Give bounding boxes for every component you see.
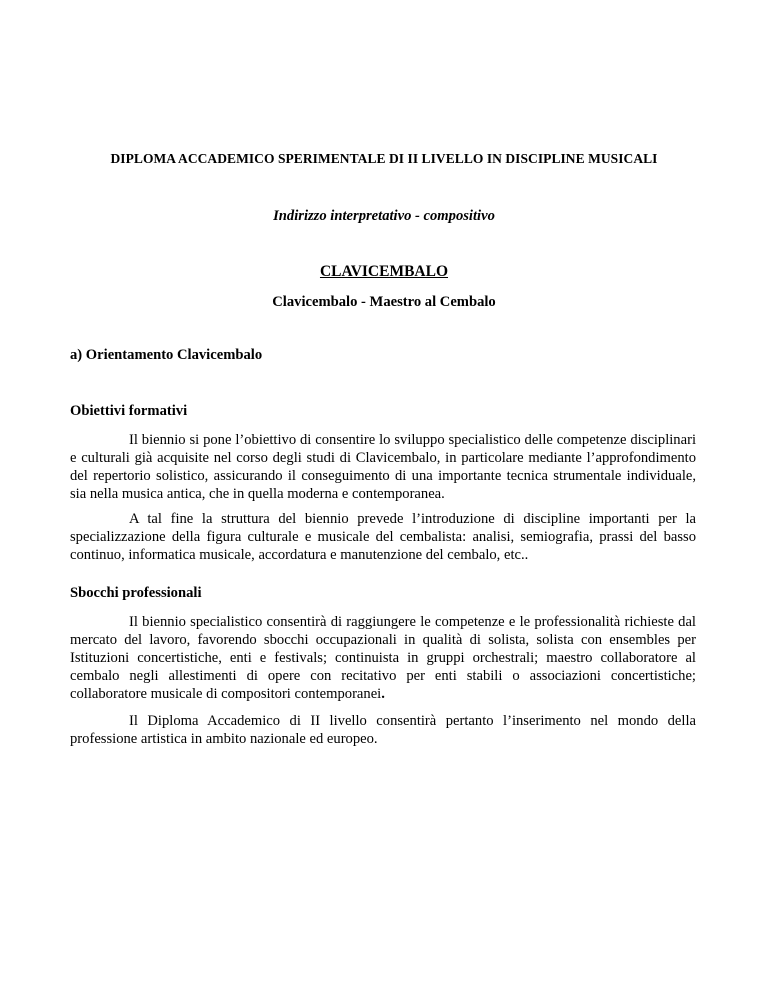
obiettivi-paragraph-2: A tal fine la struttura del biennio prevede l’introduzione di discipline importanti per la specializzazione della figura culturale e musicale del cembalista: analisi, semiografia, prassi del basso continuo, informatica musicale, accordatura e manutenzione del cembalo, etc..: [70, 511, 696, 563]
sbocchi-paragraph-1-text: Il biennio specialistico consentirà di raggiungere le competenze e le professionalità richieste dal mercato del lavoro, favorendo sbocchi occupazionali in qualità di solista, solista con ensembles per Istituzioni concertistiche, enti e festivals; continuista in gruppi orchestrali; maestro collaboratore al cembalo negli allestimenti di opere con recitativo per enti stabili o associazioni concertistiche; collaboratore musicale di compositori contemporanei: [70, 614, 696, 702]
instrument-title: CLAVICEMBALO: [319, 263, 449, 280]
sbocchi-paragraph-2: Il Diploma Accademico di II livello consentirà pertanto l’inserimento nel mondo della professione artistica in ambito nazionale ed europeo.: [70, 713, 696, 747]
obiettivi-paragraph-1: Il biennio si pone l’obiettivo di consentire lo sviluppo specialistico delle competenze disciplinari e culturali già acquisite nel corso degli studi di Clavicembalo, in particolare mediante l’approfondimento del repertorio solistico, assicurando il conseguimento di una importante tecnica strumentale individuale, sia nella musica antica, che in quella moderna e contemporanea.: [70, 432, 696, 502]
obiettivi-heading: Obiettivi formativi: [70, 403, 188, 419]
main-title: DIPLOMA ACCADEMICO SPERIMENTALE DI II LIVELLO IN DISCIPLINE MUSICALI: [110, 151, 658, 166]
sbocchi-heading: Sbocchi professionali: [70, 585, 202, 601]
section-orientamento-heading: a) Orientamento Clavicembalo: [70, 347, 263, 363]
sub-instrument-title: Clavicembalo - Maestro al Cembalo: [272, 294, 496, 310]
subtitle: Indirizzo interpretativo - compositivo: [273, 208, 495, 224]
sbocchi-paragraph-1: [70, 613, 696, 703]
sbocchi-paragraph-1-period: .: [381, 686, 385, 702]
